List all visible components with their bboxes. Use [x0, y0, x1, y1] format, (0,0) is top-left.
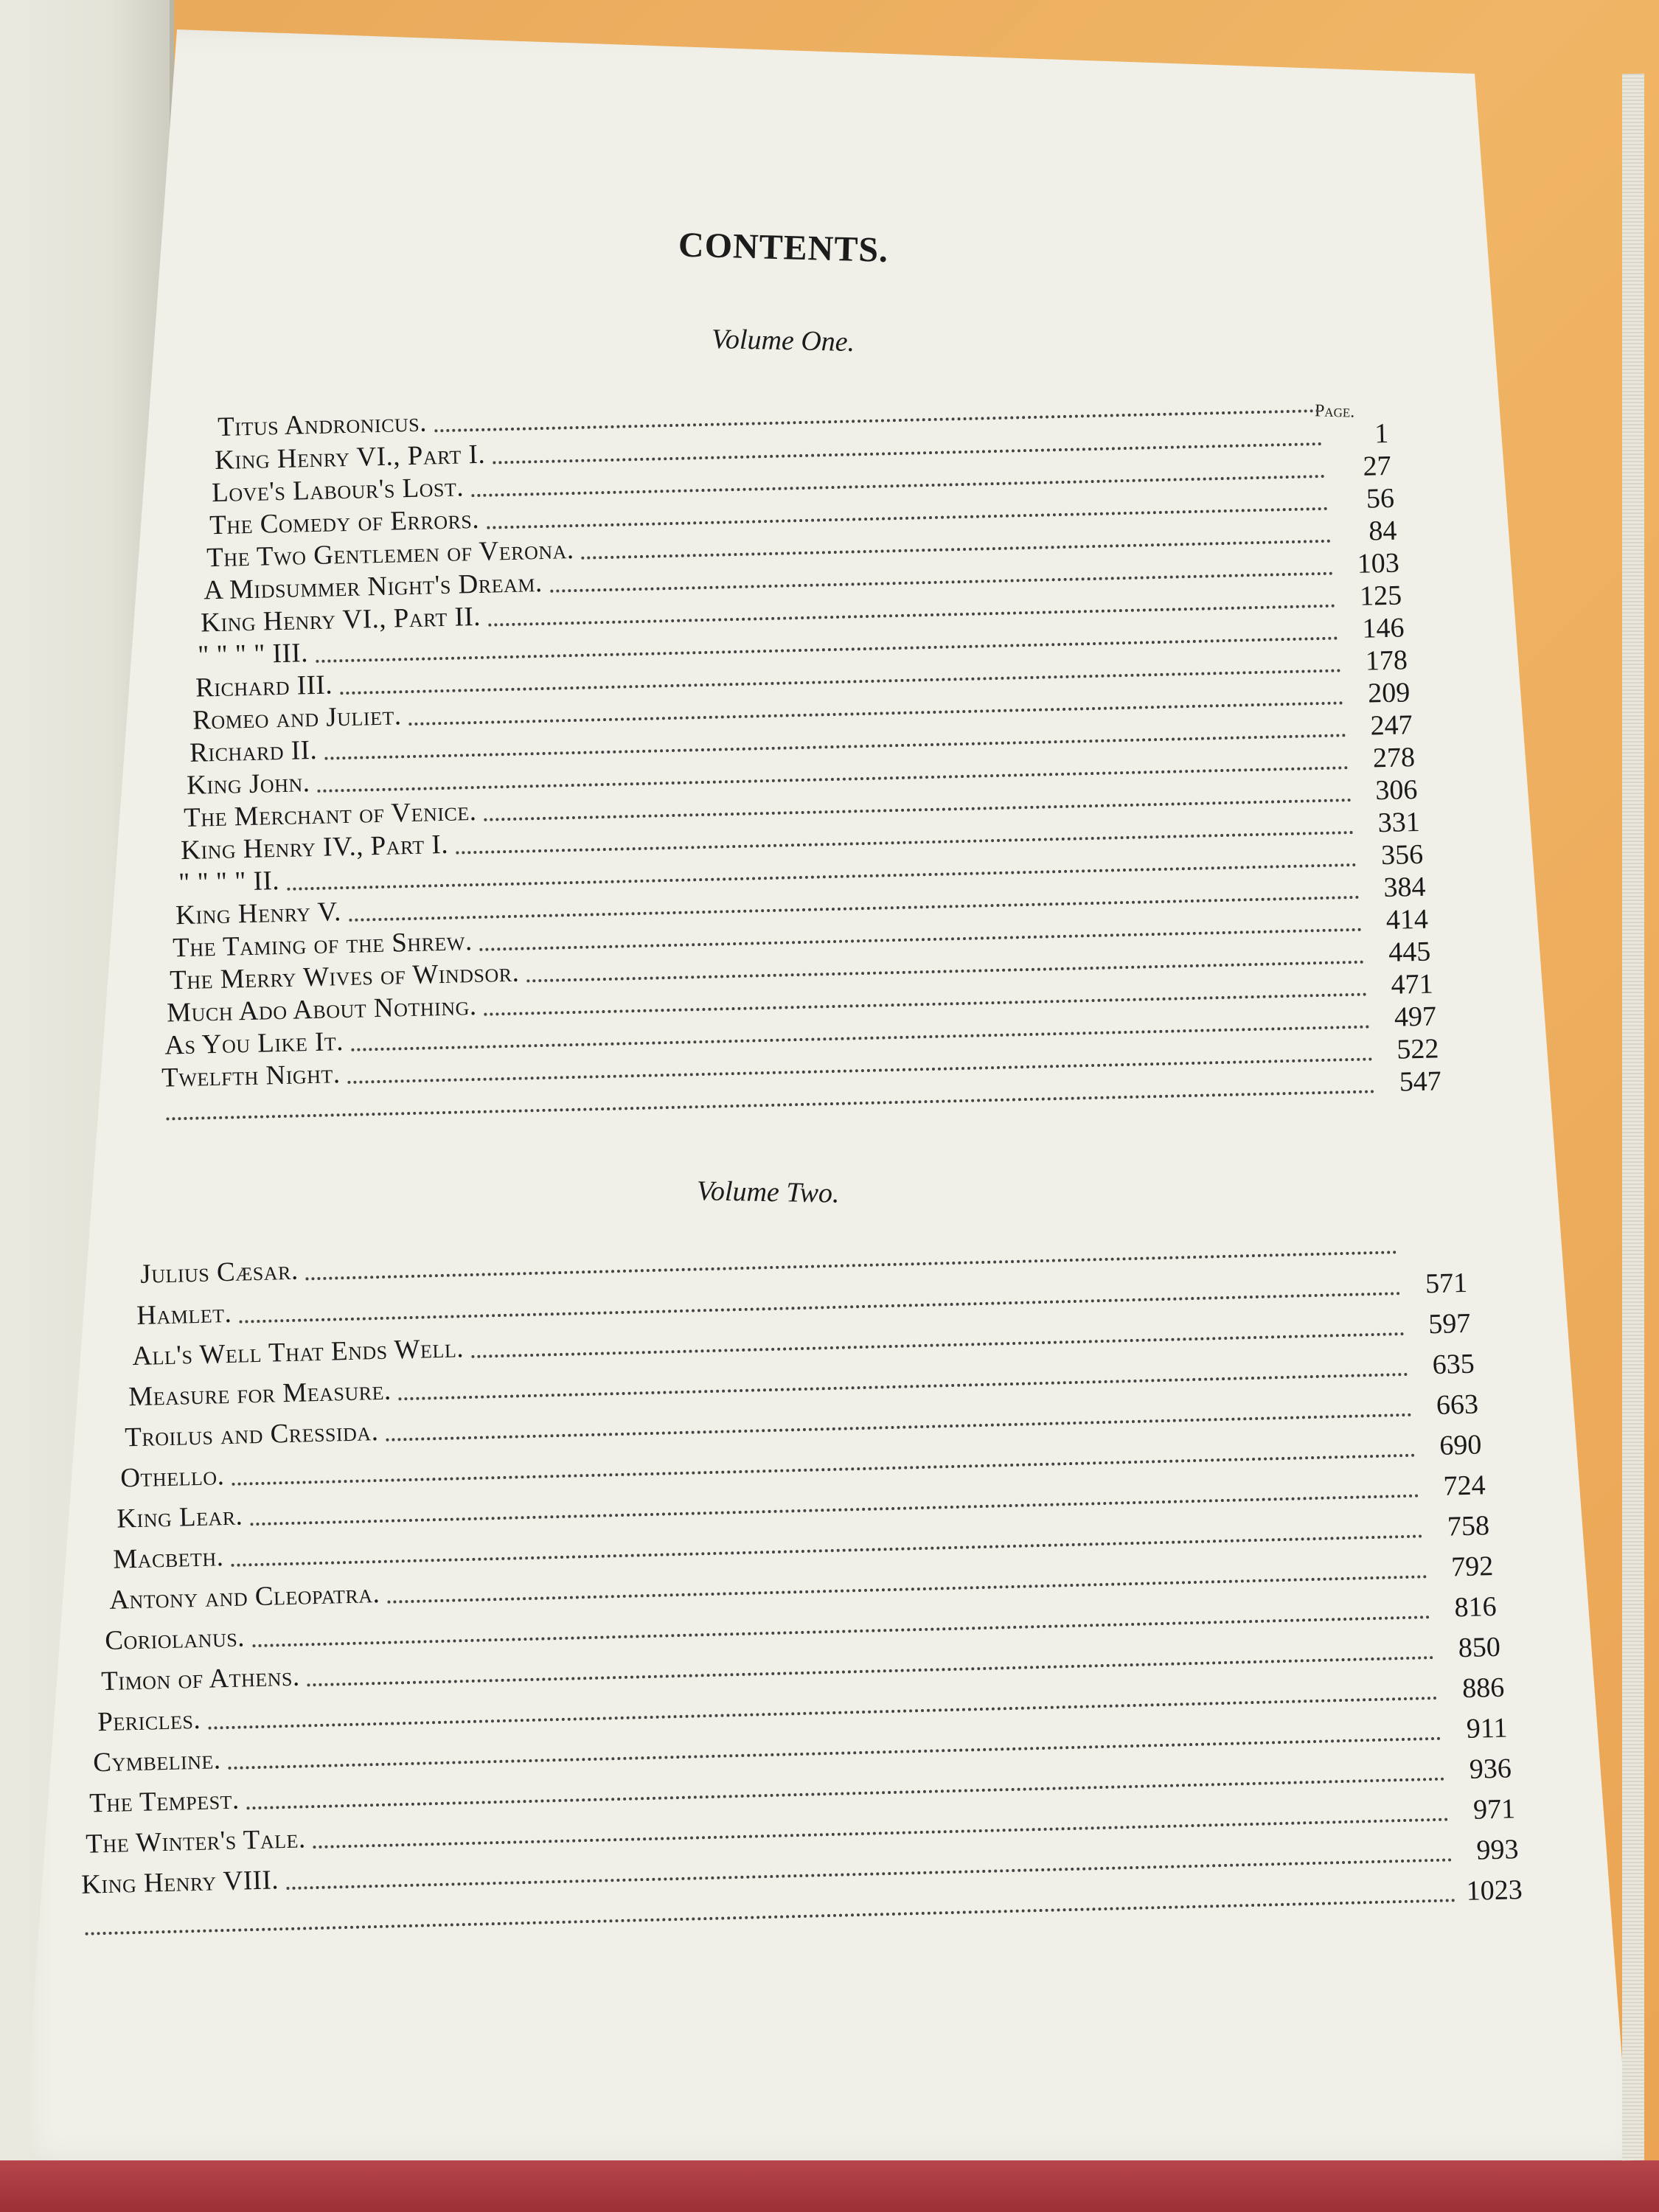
toc-entry-title: Twelfth Night. [161, 1059, 341, 1093]
toc-entry-page: 571 [1425, 1267, 1468, 1300]
toc-entry-page: 356 [1380, 838, 1424, 872]
toc-entry-page: 56 [1366, 482, 1394, 515]
page-title: CONTENTS. [678, 225, 889, 270]
toc-entry-page: 850 [1458, 1631, 1501, 1664]
toc-entry-page: 690 [1439, 1429, 1483, 1461]
toc-entry-page: 758 [1447, 1510, 1490, 1543]
toc-entry-page: 125 [1359, 580, 1402, 612]
toc-entry-title: Measure for Measure. [128, 1375, 392, 1413]
toc-entry-title: Hamlet. [136, 1298, 232, 1332]
toc-entry-title: Richard III. [195, 669, 333, 703]
toc-entry-page: 971 [1472, 1793, 1516, 1826]
toc-entry-page: 27 [1363, 450, 1392, 482]
toc-entry-page: 663 [1436, 1388, 1479, 1421]
toc-entry-page: 522 [1396, 1033, 1439, 1065]
toc-entry-title: King Henry VI., Part II. [200, 601, 481, 639]
toc-entry-page [1405, 1251, 1464, 1252]
toc-entry-page [1327, 409, 1386, 411]
toc-entry-page: 1023 [1466, 1874, 1523, 1907]
toc-entry-title: Much Ado About Nothing. [167, 990, 478, 1029]
toc-entry-title: Antony and Cleopatra. [108, 1578, 380, 1615]
toc-entry-page: 1 [1374, 417, 1389, 450]
toc-entry-page: 635 [1432, 1348, 1475, 1381]
toc-entry-title: Timon of Athens. [100, 1661, 300, 1697]
toc-entry-title: King Henry IV., Part I. [181, 829, 449, 866]
toc-entry-title: King Henry VI., Part I. [214, 439, 486, 476]
toc-entry-title: King Henry V. [175, 897, 342, 931]
toc-entry-page: 384 [1382, 871, 1426, 904]
volume-one-title: Volume One. [711, 323, 855, 358]
toc-entry-page: 247 [1370, 709, 1413, 742]
toc-entry-page: 993 [1476, 1834, 1520, 1866]
toc-entry-title: Love's Labour's Lost. [212, 472, 465, 509]
toc-entry-title: Othello. [120, 1461, 226, 1494]
toc-entry-title: Richard II. [189, 734, 318, 768]
toc-entry-title: The Winter's Tale. [85, 1823, 306, 1860]
toc-entry-title: Pericles. [97, 1704, 201, 1738]
toc-entry-title: " " " " II. [178, 866, 280, 899]
toc-entry-title: Titus Andronicus. [217, 407, 428, 442]
volume-two-title: Volume Two. [696, 1175, 840, 1209]
toc-entry-page: 886 [1461, 1672, 1505, 1705]
toc-entry-page: 331 [1377, 806, 1421, 839]
toc-entry-title: The Tempest. [88, 1784, 240, 1819]
toc-entry-page: 146 [1362, 612, 1405, 644]
toc-entry-title: King Lear. [116, 1500, 243, 1534]
toc-entry-page: 792 [1450, 1551, 1494, 1583]
toc-entry-title: All's Well That Ends Well. [132, 1333, 465, 1372]
toc-entry-title: " " " " III. [198, 638, 309, 671]
page-column-label: Page. [1314, 401, 1355, 422]
toc-entry-page: 84 [1368, 515, 1397, 547]
toc-entry-page: 278 [1372, 742, 1416, 774]
toc-entry-title: King John. [186, 768, 310, 801]
toc-entry-title: The Comedy of Errors. [209, 504, 480, 541]
toc-entry-title: The Taming of the Shrew. [172, 926, 473, 964]
toc-entry-page: 414 [1385, 903, 1429, 936]
toc-entry-page: 497 [1394, 1001, 1437, 1033]
toc-entry-title: Cymbeline. [93, 1745, 222, 1778]
toc-entry-title: Coriolanus. [104, 1622, 246, 1657]
toc-entry-page: 936 [1469, 1753, 1512, 1785]
toc-entry-title: King Henry VIII. [81, 1865, 279, 1900]
dot-leader [166, 1089, 1375, 1120]
toc-entry-page: 103 [1357, 547, 1400, 580]
toc-entry-page: 816 [1454, 1590, 1498, 1624]
toc-entry-title: Troilus and Cressida. [124, 1416, 379, 1453]
toc-entry-title: Romeo and Juliet. [192, 700, 402, 736]
toc-entry-page: 209 [1367, 677, 1411, 709]
toc-entry-page: 911 [1466, 1712, 1509, 1745]
toc-entry-page: 471 [1391, 968, 1434, 1001]
toc-entry-title: The Merchant of Venice. [184, 796, 478, 833]
dot-leader [86, 1898, 1457, 1935]
toc-entry-title: Julius Cæsar. [139, 1255, 299, 1290]
toc-entry-title: A Midsummer Night's Dream. [203, 567, 543, 606]
toc-entry-title: Macbeth. [112, 1542, 224, 1575]
toc-entry-title: The Merry Wives of Windsor. [170, 957, 520, 996]
toc-entry-page: 724 [1443, 1470, 1486, 1502]
toc-entry-page: 445 [1388, 936, 1431, 968]
toc-entry-title: As You Like It. [164, 1026, 344, 1061]
toc-entry-title: The Two Gentlemen of Verona. [206, 535, 574, 574]
toc-entry-page: 178 [1364, 644, 1408, 677]
toc-entry-page: 306 [1375, 774, 1419, 807]
toc-entry-page: 597 [1428, 1307, 1472, 1340]
toc-entry-page: 547 [1399, 1065, 1442, 1098]
